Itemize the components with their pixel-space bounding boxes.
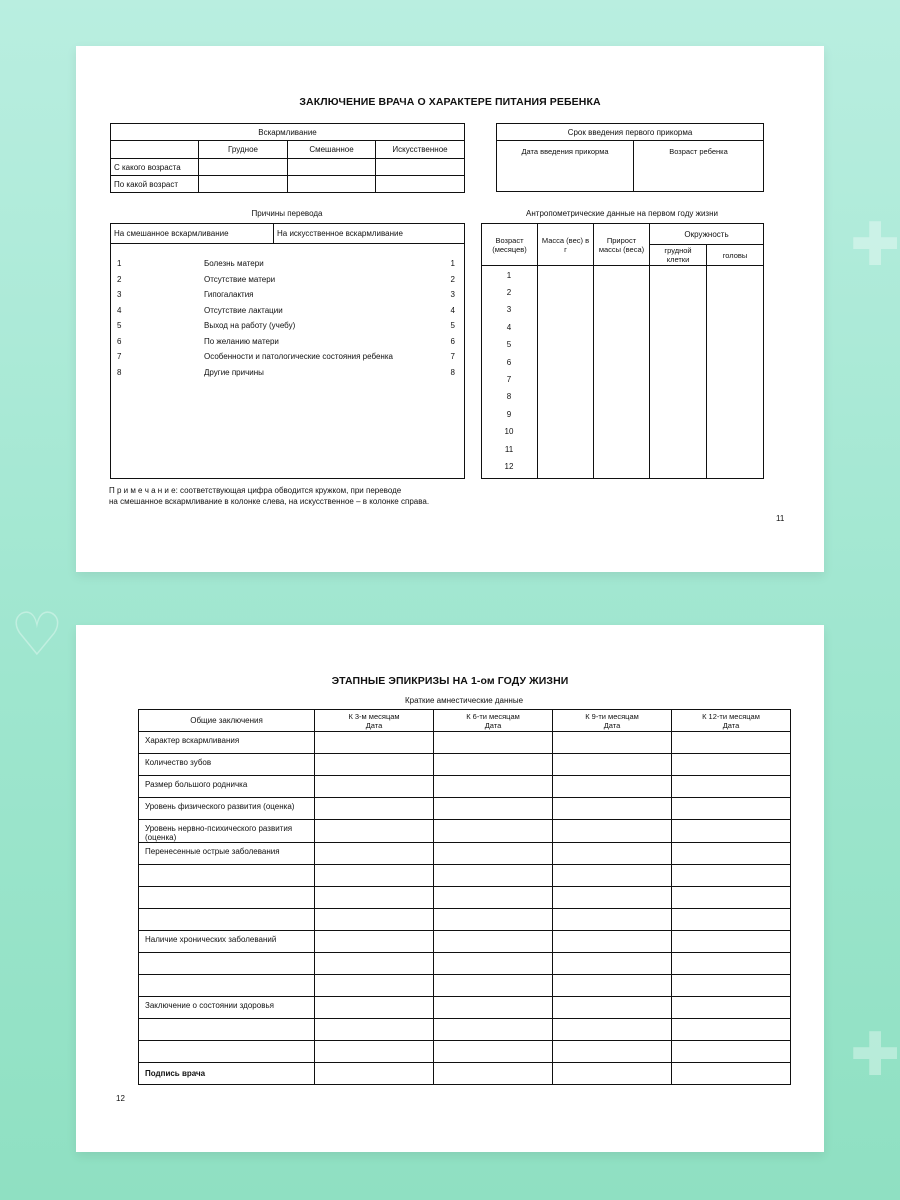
page-title: ЭТАПНЫЕ ЭПИКРИЗЫ НА 1-ом ГОДУ ЖИЗНИ xyxy=(331,675,569,687)
footnote xyxy=(109,486,429,507)
table-row xyxy=(139,754,791,776)
entry-cell xyxy=(672,909,791,931)
entry-cell xyxy=(553,843,672,865)
entry-cell xyxy=(672,754,791,776)
table-row xyxy=(139,1041,791,1063)
empty-cell xyxy=(111,141,199,159)
footnote-line: на смешанное вскармливание в колонке слева, на искусственное – в колонке справа. xyxy=(109,496,430,506)
table-row xyxy=(139,820,791,843)
list-item: 8 Другие причины 8 xyxy=(117,368,455,377)
feeding-table xyxy=(110,123,465,193)
entry-cell xyxy=(553,865,672,887)
entry-cell xyxy=(672,997,791,1019)
table-row xyxy=(139,997,791,1019)
age-item: 10 xyxy=(504,427,514,436)
entry-cell xyxy=(553,754,672,776)
row-label: Подпись врача xyxy=(139,1063,315,1085)
list-item: 6 По желанию матери 6 xyxy=(117,337,455,346)
footnote-line: П р и м е ч а н и е: соответствующая цифра обводится кружком, при переводе xyxy=(109,486,402,495)
row-label: Количество зубов xyxy=(139,754,315,776)
col-mass: Масса (вес) в г xyxy=(538,224,594,266)
table-row xyxy=(139,1063,791,1085)
entry-cell xyxy=(315,798,434,820)
entry-cell xyxy=(672,820,791,843)
row-label: Характер вскармливания xyxy=(139,732,315,754)
age-item: 7 xyxy=(506,375,512,384)
entry-cell xyxy=(553,1019,672,1041)
list-item: 4 Отсутствие лактации 4 xyxy=(117,306,455,315)
list-item: 1 Болезнь матери 1 xyxy=(117,259,455,268)
col-3-months: К 3-м месяцам Дата xyxy=(315,710,434,732)
row-label: Наличие хронических заболеваний xyxy=(139,931,315,953)
gain-column xyxy=(594,266,650,479)
entry-cell xyxy=(434,931,553,953)
row-to-age: По какой возраст xyxy=(111,176,199,193)
entry-cell xyxy=(672,798,791,820)
row-label xyxy=(139,887,315,909)
first-food-header: Срок введения первого прикорма xyxy=(497,124,764,141)
epicrisis-table xyxy=(138,709,791,1085)
feeding-header: Вскармливание xyxy=(111,124,465,141)
cell xyxy=(199,159,288,176)
table-row xyxy=(139,843,791,865)
table-row xyxy=(139,732,791,754)
table-row xyxy=(139,798,791,820)
cell xyxy=(288,159,376,176)
cross-icon: ✚ xyxy=(850,210,900,280)
child-age: Возраст ребенка xyxy=(634,141,764,192)
entry-cell xyxy=(672,1063,791,1085)
entry-cell xyxy=(315,843,434,865)
table-row xyxy=(139,865,791,887)
cell xyxy=(288,176,376,193)
entry-cell xyxy=(315,975,434,997)
entry-cell xyxy=(315,953,434,975)
col-general-conclusions: Общие заключения xyxy=(139,710,315,732)
cell xyxy=(199,176,288,193)
entry-cell xyxy=(434,975,553,997)
list-item: 2 Отсутствие матери 2 xyxy=(117,275,455,284)
cross-icon: ✚ xyxy=(850,1020,900,1090)
table-row xyxy=(139,931,791,953)
row-label xyxy=(139,975,315,997)
entry-cell xyxy=(672,887,791,909)
entry-cell xyxy=(553,1063,672,1085)
age-item: 1 xyxy=(506,271,512,280)
age-item: 9 xyxy=(506,410,512,419)
list-item: 7 Особенности и патологические состояния ребенка 7 xyxy=(117,352,455,361)
entry-cell xyxy=(553,798,672,820)
entry-cell xyxy=(434,798,553,820)
col-artificial: Искусственное xyxy=(376,141,465,159)
col-12-months: К 12-ти месяцам Дата xyxy=(672,710,791,732)
entry-cell xyxy=(315,820,434,843)
page-number: 11 xyxy=(776,514,785,523)
list-item: 5 Выход на работу (учебу) 5 xyxy=(117,321,455,330)
entry-cell xyxy=(672,843,791,865)
col-breast: Грудное xyxy=(199,141,288,159)
entry-cell xyxy=(315,887,434,909)
age-item: 4 xyxy=(506,323,512,332)
table-row xyxy=(139,953,791,975)
entry-cell xyxy=(434,997,553,1019)
entry-cell xyxy=(672,865,791,887)
entry-cell xyxy=(672,1019,791,1041)
col-gain: Прирост массы (веса) xyxy=(594,224,650,266)
row-label: Уровень физического развития (оценка) xyxy=(139,798,315,820)
entry-cell xyxy=(553,953,672,975)
age-item: 12 xyxy=(504,462,514,471)
cell xyxy=(376,176,465,193)
row-label: Заключение о состоянии здоровья xyxy=(139,997,315,1019)
row-label: Перенесенные острые заболевания xyxy=(139,843,315,865)
entry-cell xyxy=(315,1019,434,1041)
row-from-age: С какого возраста xyxy=(111,159,199,176)
chest-column xyxy=(650,266,707,479)
entry-cell xyxy=(434,1019,553,1041)
col-circumference: Окружность xyxy=(650,224,764,245)
table-row xyxy=(139,1019,791,1041)
anthro-table xyxy=(481,223,764,479)
entry-cell xyxy=(672,931,791,953)
entry-cell xyxy=(315,909,434,931)
col-chest: грудной клетки xyxy=(650,245,707,266)
first-food-table xyxy=(496,123,764,192)
entry-cell xyxy=(315,1063,434,1085)
document-page-11 xyxy=(76,46,824,572)
table-row xyxy=(139,776,791,798)
entry-cell xyxy=(553,732,672,754)
entry-cell xyxy=(315,865,434,887)
age-item: 6 xyxy=(506,358,512,367)
page-number: 12 xyxy=(116,1094,125,1103)
col-mixed: Смешанное xyxy=(288,141,376,159)
entry-cell xyxy=(434,953,553,975)
table-row xyxy=(139,975,791,997)
row-label xyxy=(139,953,315,975)
entry-cell xyxy=(315,1041,434,1063)
entry-cell xyxy=(553,931,672,953)
age-item: 11 xyxy=(504,445,514,454)
col-9-months: К 9-ти месяцам Дата xyxy=(553,710,672,732)
table-row xyxy=(139,909,791,931)
reasons-col-mixed: На смешанное вскармливание xyxy=(111,224,274,244)
entry-cell xyxy=(315,931,434,953)
row-label xyxy=(139,865,315,887)
col-age: Возраст (месяцев) xyxy=(482,224,538,266)
row-label xyxy=(139,909,315,931)
entry-cell xyxy=(553,887,672,909)
entry-cell xyxy=(315,754,434,776)
entry-cell xyxy=(434,865,553,887)
entry-cell xyxy=(553,776,672,798)
entry-cell xyxy=(553,1041,672,1063)
row-label xyxy=(139,1041,315,1063)
entry-cell xyxy=(434,909,553,931)
entry-cell xyxy=(434,754,553,776)
col-head: головы xyxy=(707,245,764,266)
entry-cell xyxy=(553,975,672,997)
document-page-12 xyxy=(76,625,824,1152)
age-item: 2 xyxy=(506,288,512,297)
entry-cell xyxy=(672,953,791,975)
entry-cell xyxy=(315,776,434,798)
entry-cell xyxy=(553,997,672,1019)
table-row xyxy=(139,887,791,909)
entry-cell xyxy=(553,909,672,931)
reasons-col-artificial: На искусственное вскармливание xyxy=(274,224,465,244)
entry-cell xyxy=(434,1041,553,1063)
list-item: 3 Гипогалактия 3 xyxy=(117,290,455,299)
entry-cell xyxy=(434,776,553,798)
age-item: 5 xyxy=(506,340,512,349)
entry-cell xyxy=(672,732,791,754)
row-label xyxy=(139,1019,315,1041)
entry-cell xyxy=(434,887,553,909)
entry-cell xyxy=(434,732,553,754)
heart-icon: ♡ xyxy=(10,600,64,670)
anthro-caption: Антропометрические данные на первом году жизни xyxy=(526,209,718,218)
reasons-caption: Причины перевода xyxy=(251,209,323,218)
first-food-date: Дата введения прикорма xyxy=(497,141,634,192)
entry-cell xyxy=(315,732,434,754)
entry-cell xyxy=(672,776,791,798)
entry-cell xyxy=(315,997,434,1019)
entry-cell xyxy=(553,820,672,843)
entry-cell xyxy=(434,1063,553,1085)
age-item: 8 xyxy=(506,392,512,401)
head-column xyxy=(707,266,764,479)
cell xyxy=(376,159,465,176)
entry-cell xyxy=(672,1041,791,1063)
entry-cell xyxy=(434,820,553,843)
table-caption: Краткие амнестические данные xyxy=(404,696,524,705)
mass-column xyxy=(538,266,594,479)
page-title: ЗАКЛЮЧЕНИЕ ВРАЧА О ХАРАКТЕРЕ ПИТАНИЯ РЕБЕНКА xyxy=(299,96,601,108)
row-label: Размер большого родничка xyxy=(139,776,315,798)
entry-cell xyxy=(434,843,553,865)
entry-cell xyxy=(672,975,791,997)
row-label: Уровень нервно-психического развития (оценка) xyxy=(139,820,315,843)
age-item: 3 xyxy=(506,305,512,314)
col-6-months: К 6-ти месяцам Дата xyxy=(434,710,553,732)
